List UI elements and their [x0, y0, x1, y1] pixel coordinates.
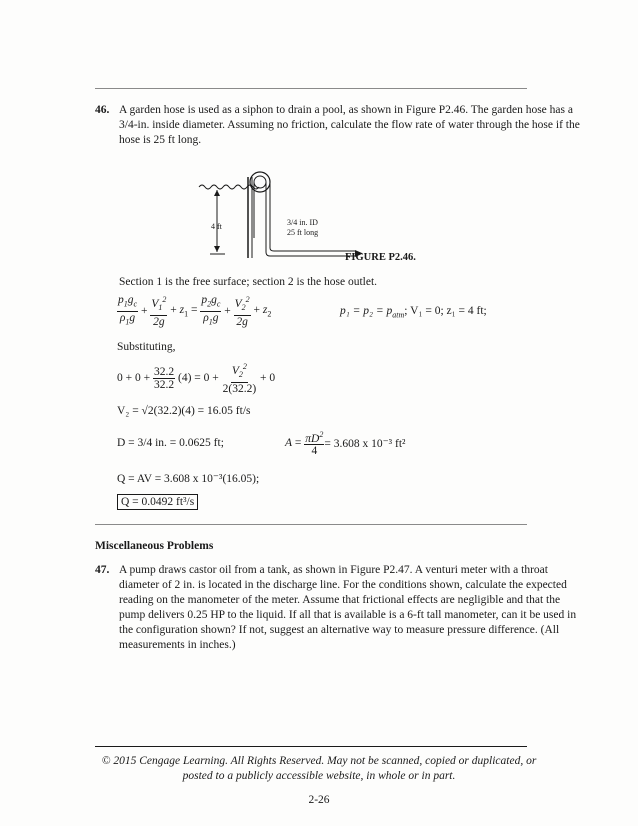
length-label: 25 ft long: [287, 228, 319, 237]
problem-46-number: 46.: [95, 104, 110, 116]
substituting-label: Substituting,: [117, 341, 176, 353]
conditions-atm: atm: [392, 310, 405, 320]
diameter-value: D = 3/4 in. = 0.0625 ft;: [117, 437, 224, 449]
flow-rate-answer: [117, 496, 198, 508]
v2-result: V₂ = √2(32.2)(4) = 16.05 ft/s: [117, 405, 251, 417]
flow-rate-calc: Q = AV = 3.608 x 10⁻³(16.05);: [117, 473, 260, 485]
top-rule: [95, 88, 527, 89]
middle-rule: [95, 524, 527, 525]
bernoulli-equation: $\frac{p_1g_c}{\rho_1g}$ + $\frac{V_1^2}{2g}$ + $z_1$ = $\frac{p_2g_c}{\rho_1g}$ + $\frac{V_2^2}{2g}$ + $z_2$: [118, 294, 272, 328]
section-note: Section 1 is the free surface; section 2 is the hose outlet.: [119, 276, 378, 288]
figure-p2-46: [195, 168, 425, 268]
copyright-notice: [80, 754, 558, 784]
problem-46: [95, 103, 585, 148]
footer-rule: [95, 746, 527, 747]
page-number: 2-26: [308, 794, 330, 806]
figure-caption: FIGURE P2.46.: [345, 252, 416, 263]
height-label: 4 ft: [211, 222, 222, 231]
diameter-label: 3/4 in. ID: [287, 218, 318, 227]
copyright-line-1: © 2015 Cengage Learning. All Rights Reserved. May not be scanned, copied or duplicated, or: [101, 755, 537, 767]
water-surface: [199, 185, 259, 189]
conditions-pressure: p₁ = p₂ = p: [340, 305, 393, 317]
conditions-rest: ; V₁ = 0; z₁ = 4 ft;: [404, 305, 487, 317]
area-equation: A = $\frac{\pi D^2}{4}$ = 3.608 x 10⁻³ ft²: [285, 429, 406, 458]
area-result: = 3.608 x 10⁻³ ft²: [324, 438, 406, 450]
section-heading: Miscellaneous Problems: [95, 540, 214, 552]
substituted-equation: 0 + 0 + $\frac{32.2}{32.2}$ (4) = 0 + $\frac{V_2^2}{2(32.2)}$ + 0: [117, 362, 276, 395]
problem-47: [95, 563, 585, 653]
problem-47-text: A pump draws castor oil from a tank, as shown in Figure P2.47. A venturi meter with a throat diameter of 2 in. is located in the discharge line. For the conditions shown, calculate the expected reading on the manometer of the meter. Assume that frictional effects are negligible and that the pump delivers 0.25 HP to the liquid. If all that is available is a 6-ft tall manometer, can it be used in the configuration shown? If not, suggest an alternative way to measure pressure difference. (All measurements in inches.): [119, 564, 577, 651]
boundary-conditions: [340, 305, 487, 319]
problem-47-number: 47.: [95, 564, 110, 576]
answer-box: Q = 0.0492 ft³/s: [117, 494, 198, 510]
problem-46-text: A garden hose is used as a siphon to drain a pool, as shown in Figure P2.46. The garden hose has a 3/4-in. inside diameter. Assuming no friction, calculate the flow rate of water through the hose if the hose is 25 ft long.: [119, 104, 580, 146]
copyright-line-2: posted to a publicly accessible website, in whole or in part.: [182, 770, 456, 782]
